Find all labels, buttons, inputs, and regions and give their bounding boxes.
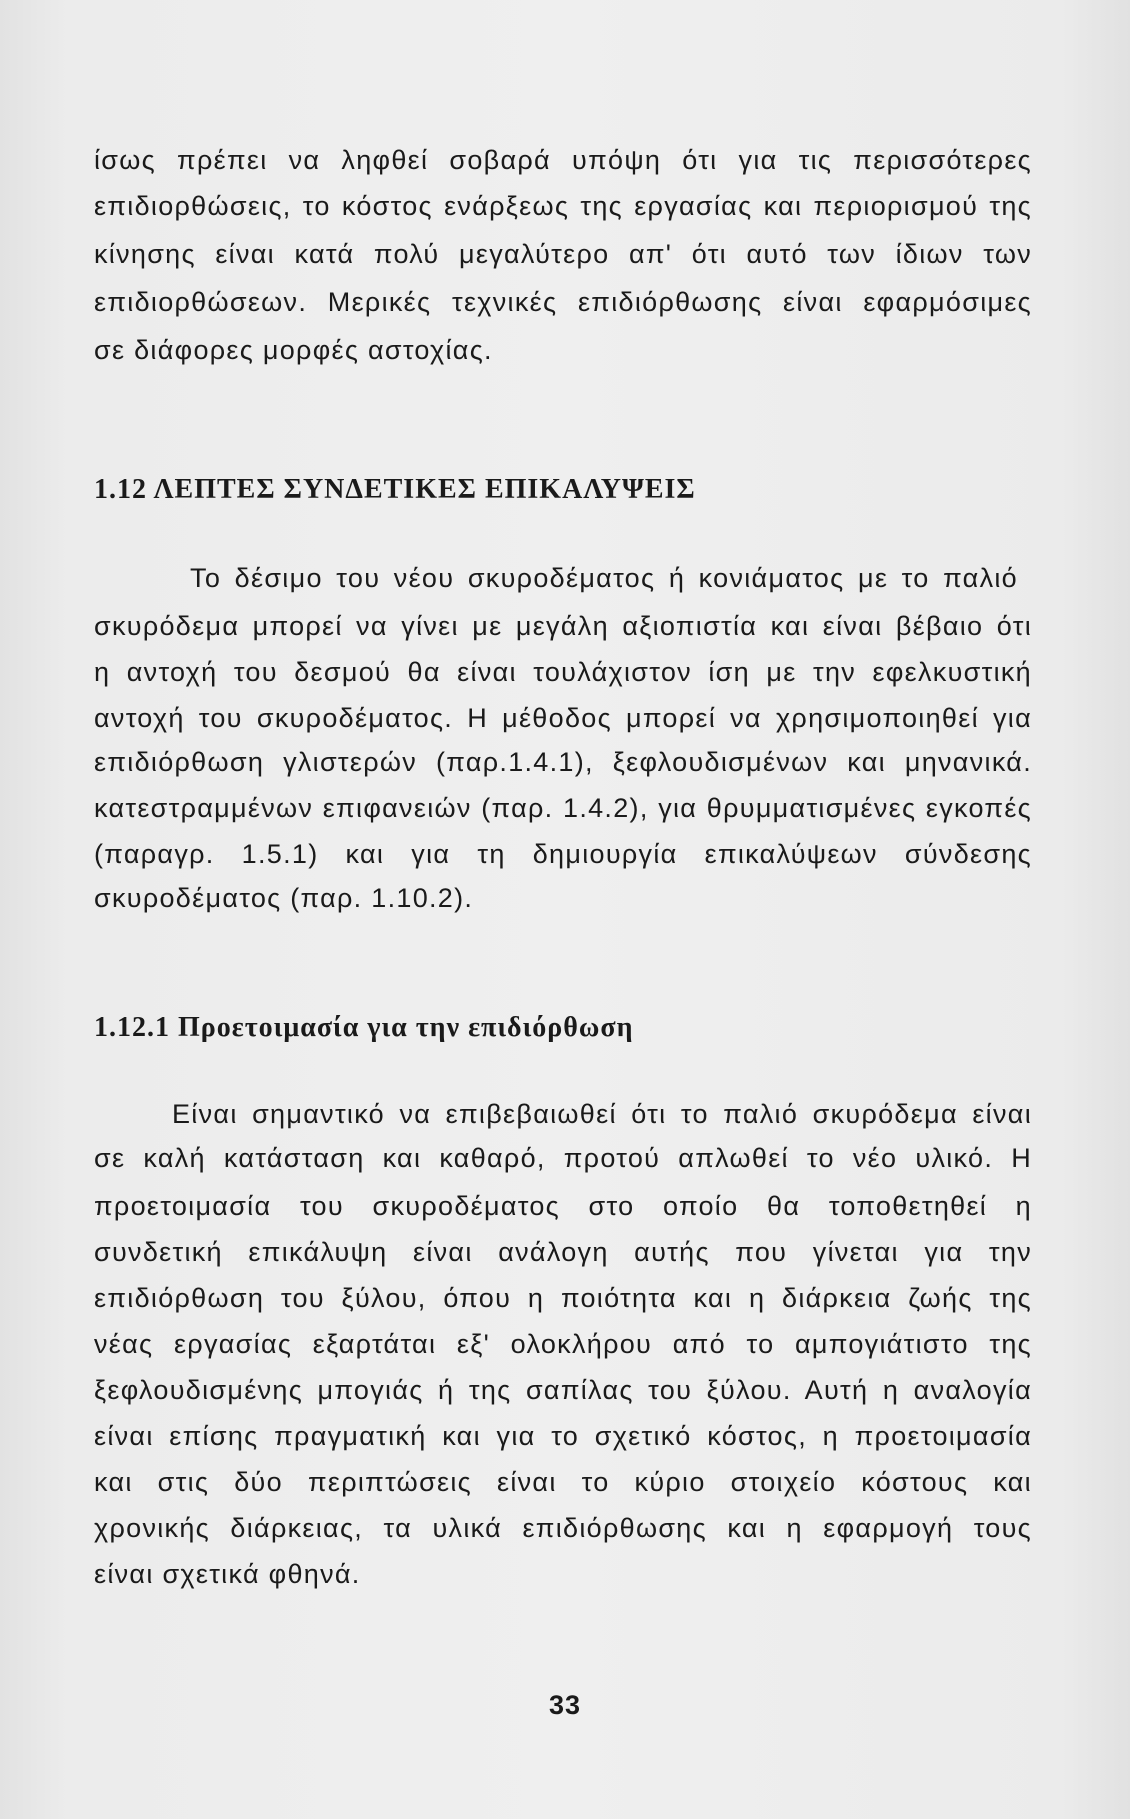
section-line-5: επιδιόρθωση γλιστερών (παρ.1.4.1), ξεφλουδισμένων και μηνανικά. (94, 747, 1032, 777)
section-line-8: σκυροδέματος (παρ. 1.10.2). (94, 883, 474, 913)
section-line-2: σκυρόδεμα μπορεί να γίνει με μεγάλη αξιοπιστία και είναι βέβαιο ότι (94, 611, 1032, 641)
section-line-6: κατεστραμμένων επιφανειών (παρ. 1.4.2), για θρυμματισμένες εγκοπές (94, 793, 1032, 823)
subsection-line-11: είναι σχετικά φθηνά. (94, 1559, 361, 1589)
subsection-heading: 1.12.1 Προετοιμασία για την επιδιόρθωση (94, 1012, 634, 1043)
subsection-line-4: συνδετική επικάλυψη είναι ανάλογη αυτής που γίνεται για την (94, 1237, 1032, 1267)
section-line-7: (παραγρ. 1.5.1) και για τη δημιουργία επικαλύψεων σύνδεσης (94, 839, 1032, 869)
subsection-line-7: ξεφλουδισμένης μπογιάς ή της σαπίλας του ξύλου. Αυτή η αναλογία (94, 1375, 1032, 1405)
intro-line-4: επιδιορθώσεων. Μερικές τεχνικές επιδιόρθωσης είναι εφαρμόσιμες (94, 287, 1032, 317)
section-line-1: Το δέσιμο του νέου σκυροδέματος ή κονιάματος με το παλιό (190, 563, 1018, 593)
section-line-3: η αντοχή του δεσμού θα είναι τουλάχιστον ίση με την εφελκυστική (94, 657, 1032, 687)
subsection-line-10: χρονικής διάρκειας, τα υλικά επιδιόρθωσης και η εφαρμογή τους (94, 1513, 1032, 1543)
subsection-line-6: νέας εργασίας εξαρτάται εξ' ολοκλήρου από το αμπογιάτιστο της (94, 1329, 1032, 1359)
subsection-line-9: και στις δύο περιπτώσεις είναι το κύριο στοιχείο κόστους και (94, 1467, 1032, 1497)
intro-line-5: σε διάφορες μορφές αστοχίας. (94, 335, 493, 365)
subsection-line-8: είναι επίσης πραγματική και για το σχετικό κόστος, η προετοιμασία (94, 1421, 1032, 1451)
subsection-line-2: σε καλή κατάσταση και καθαρό, προτού απλωθεί το νέο υλικό. Η (94, 1143, 1032, 1173)
section-heading: 1.12 ΛΕΠΤΕΣ ΣΥΝΔΕΤΙΚΕΣ ΕΠΙΚΑΛΥΨΕΙΣ (94, 474, 696, 505)
section-line-4: αντοχή του σκυροδέματος. Η μέθοδος μπορεί να χρησιμοποιηθεί για (94, 703, 1032, 733)
intro-line-3: κίνησης είναι κατά πολύ μεγαλύτερο απ' ότι αυτό των ίδιων των (94, 239, 1032, 269)
page-number: 33 (548, 1690, 582, 1720)
subsection-line-3: προετοιμασία του σκυροδέματος στο οποίο θα τοποθετηθεί η (94, 1191, 1032, 1221)
intro-line-2: επιδιορθώσεις, το κόστος ενάρξεως της εργασίας και περιορισμού της (94, 191, 1032, 221)
intro-line-1: ίσως πρέπει να ληφθεί σοβαρά υπόψη ότι για τις περισσότερες (94, 145, 1032, 175)
subsection-line-5: επιδιόρθωση του ξύλου, όπου η ποιότητα και η διάρκεια ζωής της (94, 1283, 1032, 1313)
subsection-line-1: Είναι σημαντικό να επιβεβαιωθεί ότι το παλιό σκυρόδεμα είναι (172, 1099, 1032, 1129)
